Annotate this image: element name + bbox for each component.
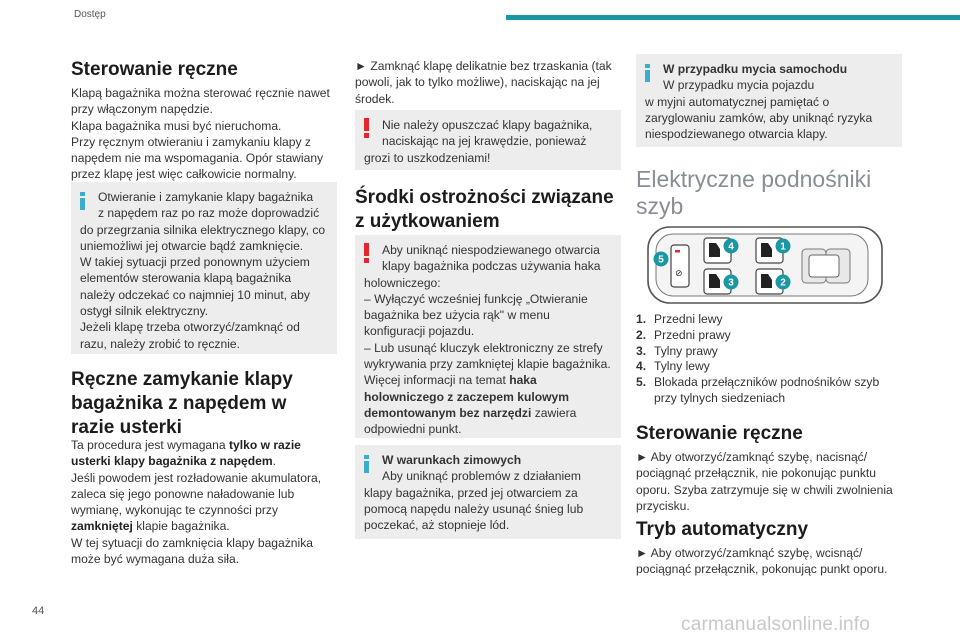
text-line: Klapą bagażnika można sterować ręcznie nawet bbox=[71, 86, 330, 100]
text-line: przez klapę jest więc całkowicie normalny. bbox=[71, 167, 297, 182]
text-line: razu, należy zrobić to ręcznie. bbox=[80, 336, 240, 351]
page-number: 44 bbox=[32, 605, 45, 617]
text-line: Jeżeli klapę trzeba otworzyć/zamknąć od bbox=[80, 320, 300, 335]
info-box-car-wash: W przypadku mycia samochodu W przypadku mycia pojazdu w myjni automatycznej pamiętać o zaryglowaniu zamków, aby uniknąć ryzyka niespodziewanego otwarcia klapy. bbox=[636, 54, 902, 147]
paragraph-automatic-mode: ► Aby otworzyć/zamknąć szybę, wcisnąć/ pociągnąć przełącznik, pokonując punkt oporu. bbox=[636, 546, 888, 577]
paragraph-fault-procedure: Ta procedura jest wymagana tylko w razie usterki klapy bagażnika z napędem. Jeśli powodem jest rozładowanie akumulatora, zaleca się jego ponowne naładowanie lub wymianę, wykonując te czynności przy zamkniętej klapie bagażnika. W tej sytuacji do zamknięcia klapy bagażnika może być wymagana duża siła. bbox=[71, 438, 322, 567]
callout-4 bbox=[724, 239, 739, 254]
info-box-overheat bbox=[71, 182, 337, 354]
svg-text:4: 4 bbox=[728, 241, 734, 253]
text-line: elementów sterowania klapą bagażnika bbox=[80, 271, 292, 286]
heading-automatic-mode: Tryb automatyczny bbox=[636, 519, 809, 540]
text-line: Klapa bagażnika musi być nieruchoma. bbox=[71, 118, 282, 133]
text-line: przy włączonym napędzie. bbox=[71, 102, 213, 117]
header-accent-bar bbox=[506, 15, 960, 20]
heading-manual-window-control: Sterowanie ręczne bbox=[636, 423, 803, 444]
heading-manual-closing-fault: Ręczne zamykanie klapy bagażnika z napędem w razie usterki bbox=[71, 369, 293, 438]
window-switch-panel-illustration bbox=[646, 225, 884, 305]
list-item: 2. Przedni prawy bbox=[636, 327, 731, 342]
text-line: uniemożliwi jej otwarcie bądź zamknięcie. bbox=[80, 238, 304, 253]
text-line: z napędem raz po raz może doprowadzić bbox=[98, 206, 320, 221]
paragraph-close-gently: ► Zamknąć klapę delikatnie bez trzaskania (tak powoli, jak to tylko możliwe), naciskając na jej środek. bbox=[355, 59, 612, 106]
callout-3 bbox=[724, 275, 739, 290]
text-line: ostygł silnik elektryczny. bbox=[80, 304, 209, 319]
paragraph-manual-intro bbox=[71, 85, 343, 183]
heading-usage-precautions: Środki ostrożności związane z użytkowaniem bbox=[355, 187, 614, 232]
heading-manual-control: Sterowanie ręczne bbox=[71, 59, 238, 80]
legend-list bbox=[636, 312, 906, 407]
text-line: do przegrzania silnika elektrycznego klapy, co bbox=[80, 222, 326, 237]
text-line: napędem nie ma wspomagania. Opór stawiany bbox=[71, 151, 324, 166]
text-line: Otwieranie i zamykanie klapy bagażnika bbox=[98, 190, 314, 204]
list-item: 3. Tylny prawy bbox=[636, 343, 718, 358]
svg-text:⊘: ⊘ bbox=[675, 269, 683, 279]
text-line: Przy ręcznym otwieraniu i zamykaniu klapy z bbox=[71, 134, 311, 149]
list-item: 4. Tylny lewy bbox=[636, 359, 710, 374]
watermark: carmanualsonline.info bbox=[681, 614, 871, 635]
list-item: 1. Przedni lewy bbox=[636, 312, 723, 326]
paragraph-manual-window: ► Aby otworzyć/zamknąć szybę, nacisnąć/ pociągnąć przełącznik, nie pokonując punktu oporu. Szyba zatrzymuje się w chwili zwolnienia przycisku. bbox=[636, 450, 893, 513]
heading-electric-windows: Elektryczne podnośniki szyb bbox=[636, 166, 872, 219]
warning-box-towbar: Aby uniknąć niespodziewanego otwarcia klapy bagażnika podczas używania haka holowniczego: – Wyłączyć wcześniej funkcję „Otwieranie bagażnika bez użycia rąk" w menu konfiguracji pojazdu. – Lub usunąć kluczyk elektroniczny ze strefy wykrywania przy zamkniętej klapie bagażnika. Więcej informacji na temat haka holowniczego z zaczepem kulowym demontowanym bez narzędzi zawiera odpowiedni punkt. bbox=[355, 235, 621, 438]
header-section-title: Dostęp bbox=[74, 9, 106, 20]
text-line: W takiej sytuacji przed ponownym użyciem bbox=[80, 255, 310, 270]
info-box-winter: W warunkach zimowych Aby uniknąć problemów z działaniem klapy bagażnika, przed jej otwarciem za pomocą napędu należy usunąć śnieg lub poczekać, aż stopnieje lód. bbox=[355, 445, 621, 539]
list-item: 5. Blokada przełączników podnośników szyb przy tylnych siedzeniach bbox=[636, 375, 880, 405]
text-line: należy odczekać co najmniej 10 minut, aby bbox=[80, 287, 310, 302]
svg-text:1: 1 bbox=[780, 241, 786, 253]
warning-box-edges: Nie należy opuszczać klapy bagażnika, naciskając na jej krawędzie, ponieważ grozi to uszkodzeniami! bbox=[355, 110, 621, 170]
callout-1 bbox=[776, 239, 791, 254]
svg-text:2: 2 bbox=[780, 277, 786, 289]
callout-2 bbox=[776, 275, 791, 290]
callout-5 bbox=[654, 252, 669, 267]
svg-text:5: 5 bbox=[658, 254, 664, 266]
svg-text:3: 3 bbox=[728, 277, 734, 289]
